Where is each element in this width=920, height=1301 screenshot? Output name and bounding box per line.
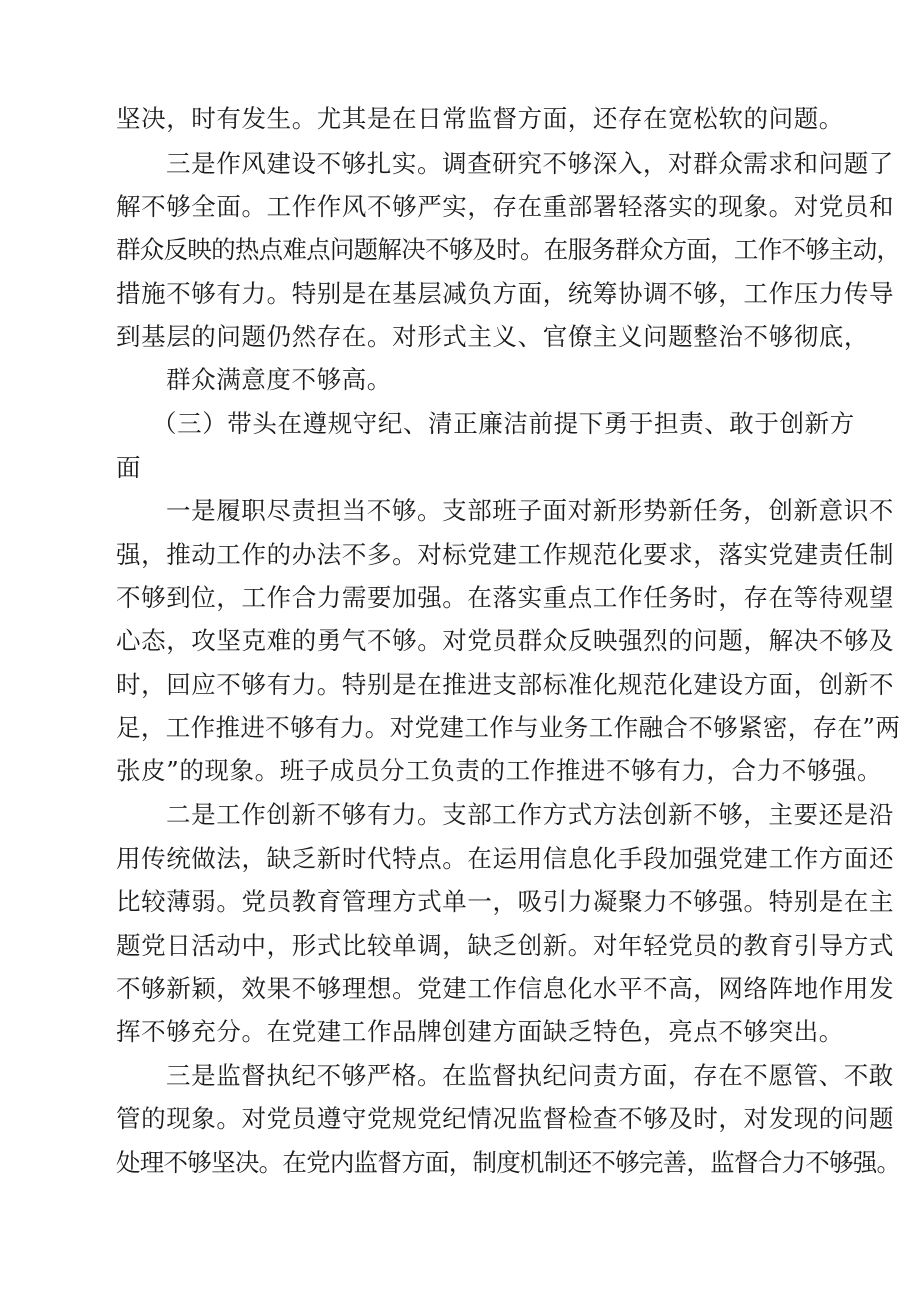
body-text-line: 不够新颖，效果不够理想。党建工作信息化水平不高，网络阵地作用发 <box>116 974 895 1003</box>
body-text-line: 挥不够充分。在党建工作品牌创建方面缺乏特色，亮点不够突出。 <box>116 1017 844 1046</box>
section-heading: （三）带头在遵规守纪、清正廉洁前提下勇于担责、敢于创新方 <box>152 409 855 438</box>
body-text-line: 强，推动工作的办法不多。对标党建工作规范化要求，落实党建责任制 <box>116 540 895 569</box>
body-text-line: 时，回应不够有力。特别是在推进支部标准化规范化建设方面，创新不 <box>116 670 895 699</box>
body-text-line: 比较薄弱。党员教育管理方式单一，吸引力凝聚力不够强。特别是在主 <box>116 887 895 916</box>
body-text-line: 用传统做法，缺乏新时代特点。在运用信息化手段加强党建工作方面还 <box>116 844 895 873</box>
paragraph-first-line: 三是监督执纪不够严格。在监督执纪问责方面，存在不愿管、不敢 <box>166 1061 894 1090</box>
paragraph-first-line: 一是履职尽责担当不够。支部班子面对新形势新任务，创新意识不 <box>166 496 894 525</box>
body-text-line: 坚决，时有发生。尤其是在日常监督方面，还存在宽松软的问题。 <box>116 104 844 133</box>
body-text-line: 处理不够坚决。在党内监督方面，制度机制还不够完善，监督合力不够强。 <box>116 1148 901 1177</box>
body-text-line: 不够到位，工作合力需要加强。在落实重点工作任务时，存在等待观望 <box>116 583 895 612</box>
body-text-line: 张皮”的现象。班子成员分工负责的工作推进不够有力，合力不够强。 <box>116 756 883 785</box>
section-heading-continuation: 面 <box>116 453 142 482</box>
body-text-line: 措施不够有力。特别是在基层减负方面，统筹协调不够，工作压力传导 <box>116 279 895 308</box>
body-text-line: 足，工作推进不够有力。对党建工作与业务工作融合不够紧密，存在”两 <box>116 713 901 742</box>
body-text-line: 管的现象。对党员遵守党规党纪情况监督检查不够及时，对发现的问题 <box>116 1104 895 1133</box>
body-text-line: 群众满意度不够高。 <box>166 365 392 394</box>
body-text-line: 到基层的问题仍然存在。对形式主义、官僚主义问题整治不够彻底， <box>116 322 869 351</box>
body-text-line: 群众反映的热点难点问题解决不够及时。在服务群众方面，工作不够主动， <box>116 235 901 264</box>
body-text-line: 解不够全面。工作作风不够严实，存在重部署轻落实的现象。对党员和 <box>116 192 895 221</box>
body-text-line: 题党日活动中，形式比较单调，缺乏创新。对年轻党员的教育引导方式 <box>116 931 895 960</box>
paragraph-first-line: 二是工作创新不够有力。支部工作方式方法创新不够，主要还是沿 <box>166 800 894 829</box>
paragraph-first-line: 三是作风建设不够扎实。调查研究不够深入，对群众需求和问题了 <box>166 149 894 178</box>
body-text-line: 心态，攻坚克难的勇气不够。对党员群众反映强烈的问题，解决不够及 <box>116 626 895 655</box>
